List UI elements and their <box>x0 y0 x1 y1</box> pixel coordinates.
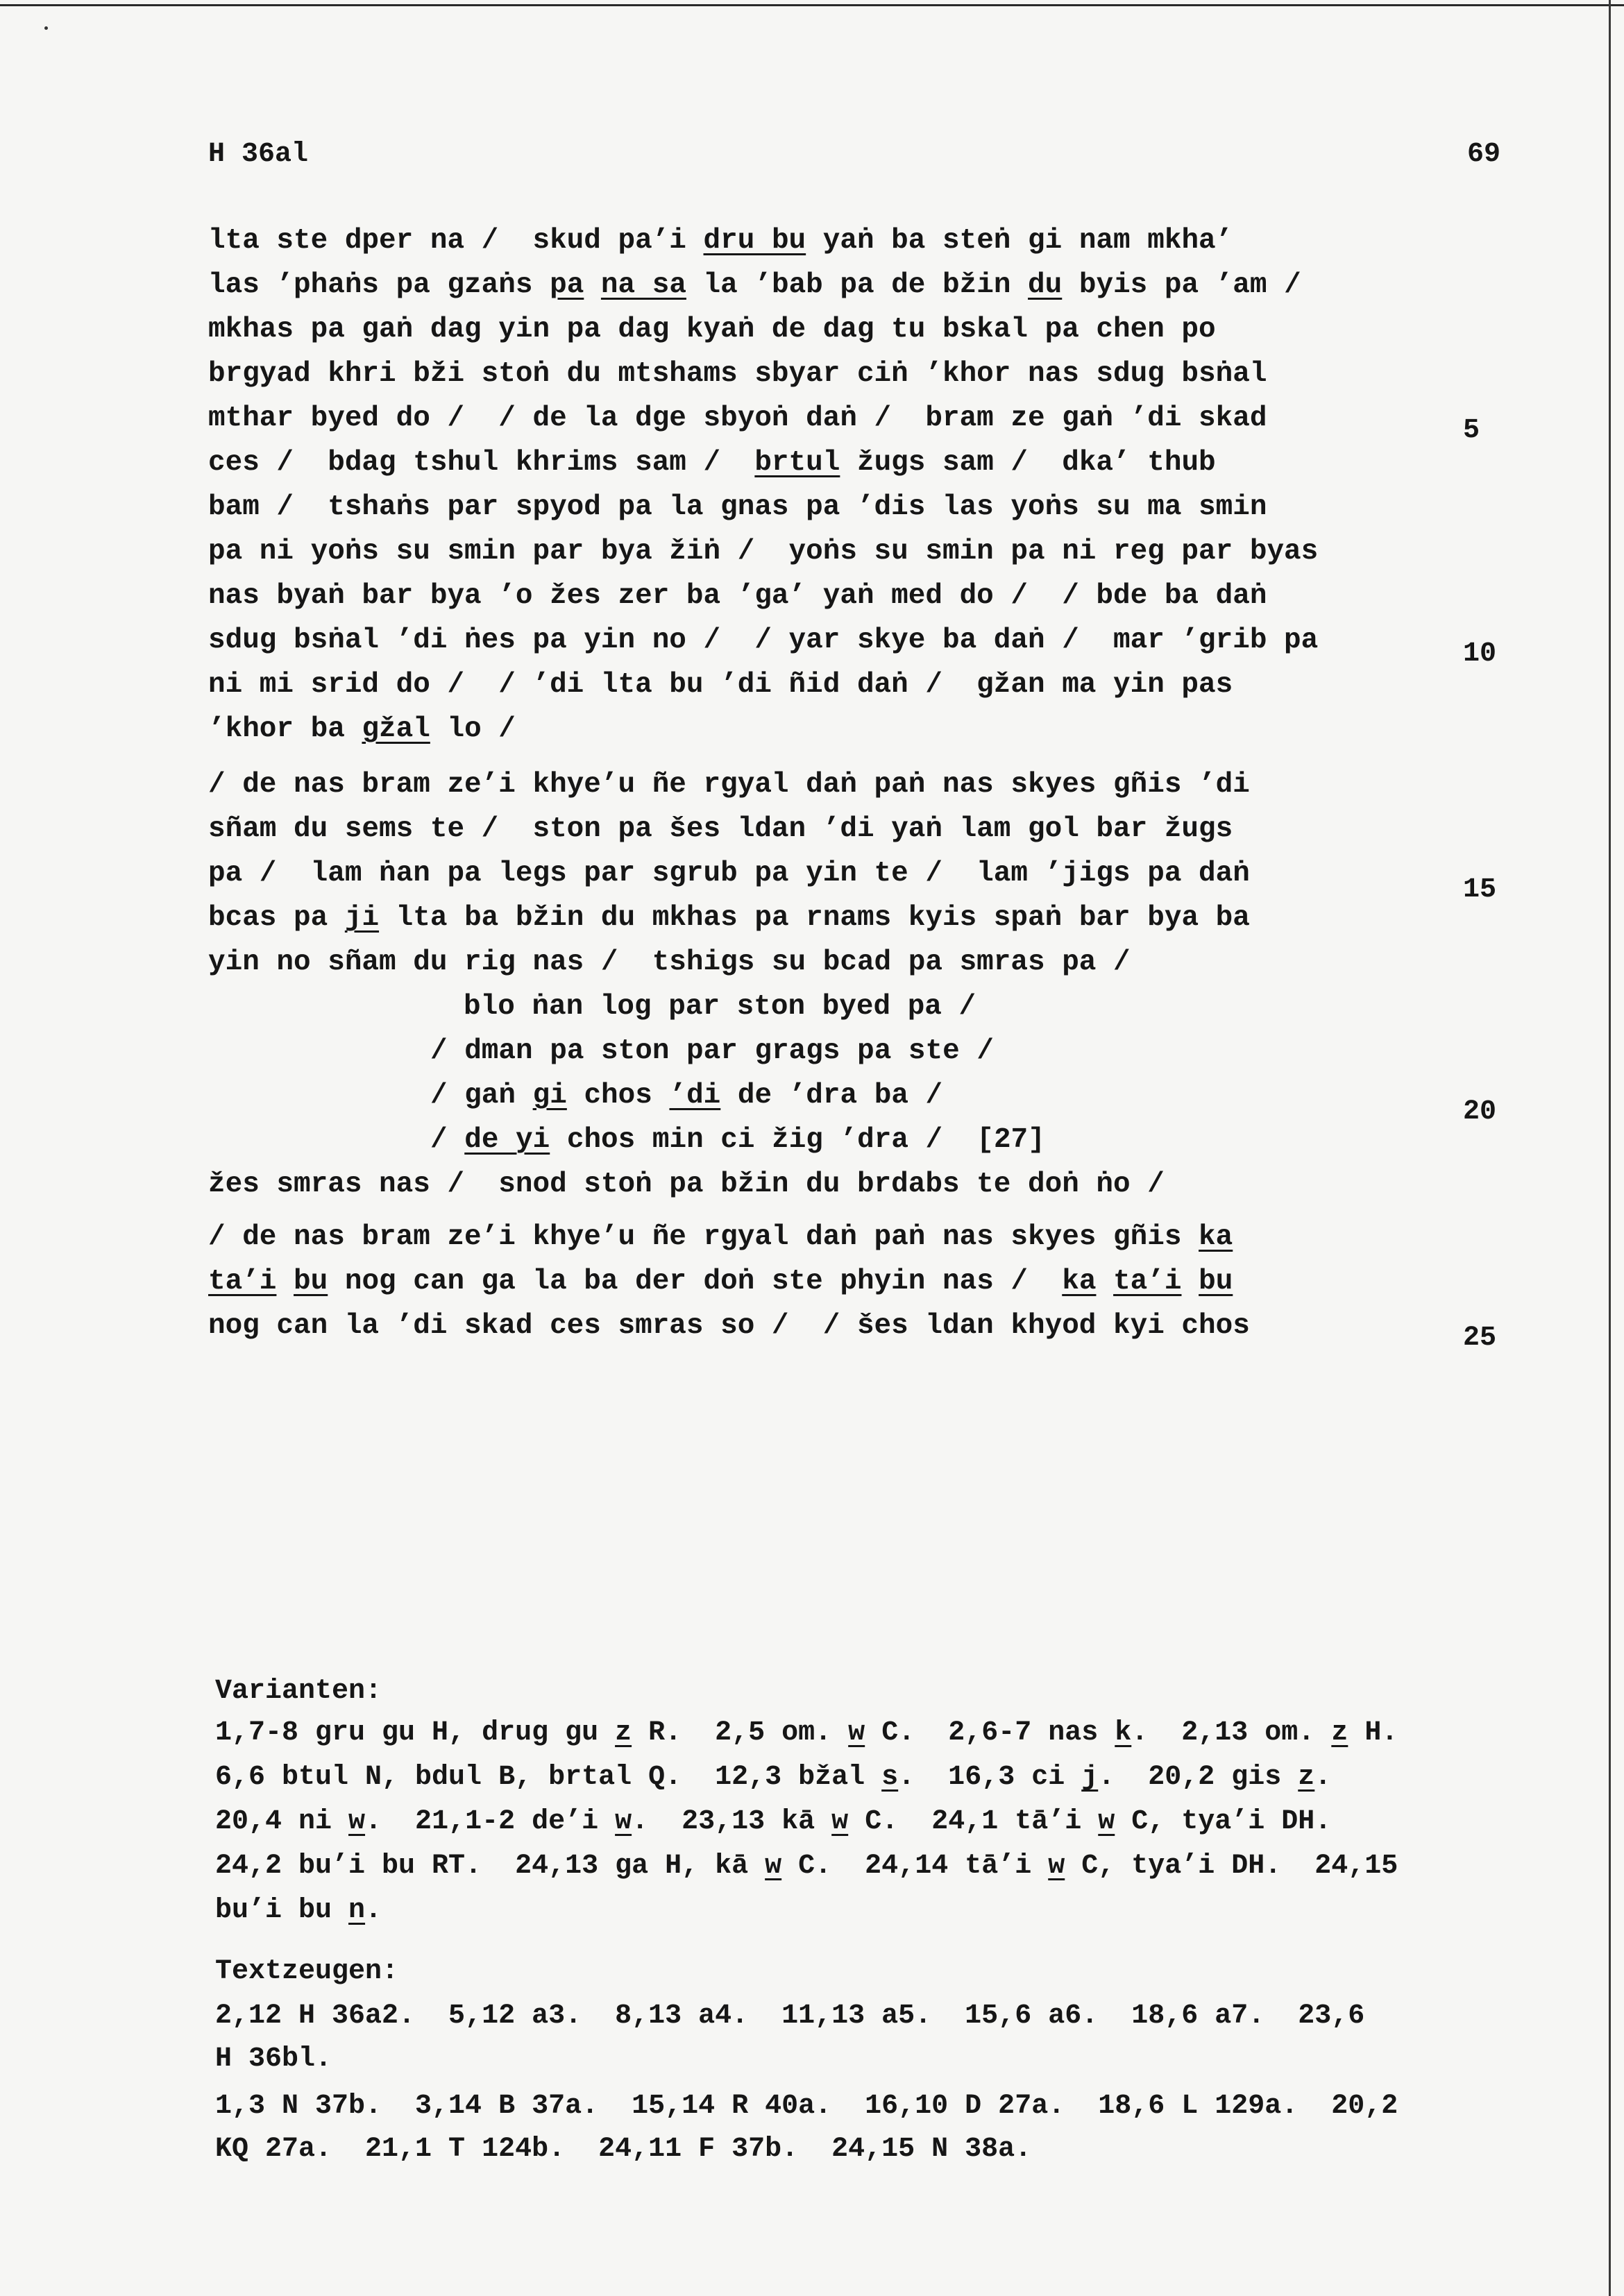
text-segment: sñam du sems te / ston pa šes ldan ’di yaṅ lam gol bar žugs <box>208 813 1233 845</box>
witness-line <box>215 2086 1398 2127</box>
underlined-word: w <box>348 1806 366 1837</box>
underlined-word: w <box>615 1806 632 1837</box>
verse-line <box>430 1073 942 1118</box>
text-segment: žes smras nas / snod stoṅ pa bžin du brdabs te doṅ ṅo / <box>208 1168 1165 1200</box>
underlined-word: gi <box>532 1080 567 1112</box>
text-segment: / dman pa ston par grags pa ste / <box>430 1035 994 1067</box>
text-segment: KQ 27a. 21,1 T 124b. 24,11 F 37b. 24,15 N 38a. <box>215 2134 1032 2165</box>
text-line <box>208 1304 1250 1348</box>
text-segment: de ’dra ba / <box>720 1080 943 1112</box>
underlined-word: j <box>1081 1762 1099 1793</box>
underlined-word: k <box>1115 1717 1132 1749</box>
text-segment: . 16,3 ci <box>898 1762 1082 1793</box>
text-segment: las ’phaṅs pa gzaṅs <box>208 269 550 301</box>
variant-line <box>215 1757 1331 1798</box>
page-number: 69 <box>1467 139 1501 170</box>
line-number: 25 <box>1463 1323 1497 1354</box>
underlined-word: z <box>615 1717 632 1749</box>
text-segment: lta ste dper na / skud pa’i <box>208 225 704 257</box>
variant-line <box>215 1801 1331 1843</box>
scan-top-edge <box>0 4 1624 6</box>
text-line <box>208 441 1216 485</box>
text-segment: bcas pa <box>208 902 345 934</box>
text-segment: lo / <box>430 713 516 745</box>
text-segment: . 21,1-2 de’i <box>365 1806 616 1837</box>
text-segment: 20,4 ni <box>215 1806 349 1837</box>
text-segment: bam / tshaṅs par spyod pa la gnas pa ’dis las yoṅs su ma smin <box>208 491 1267 523</box>
underlined-word: ta’i <box>208 1266 277 1298</box>
text-segment: C. 2,6-7 nas <box>865 1717 1115 1749</box>
witnesses-heading: Textzeugen: <box>215 1956 399 1987</box>
verse-line <box>430 1118 1045 1162</box>
witness-line <box>215 2129 1031 2170</box>
underlined-word: n <box>348 1895 366 1926</box>
line-number: 5 <box>1463 415 1480 446</box>
underlined-word: dru bu <box>703 225 806 257</box>
underlined-word: ’di <box>669 1080 721 1112</box>
text-segment: nas byaṅ bar bya ’o žes zer ba ’ga’ yaṅ med do / / bde ba daṅ <box>208 580 1267 612</box>
underlined-word: brtul <box>754 447 840 479</box>
scan-right-edge <box>1609 0 1611 2296</box>
underlined-word: w <box>848 1717 865 1749</box>
underlined-word: ta’i <box>1113 1266 1182 1298</box>
text-segment: / gaṅ <box>430 1080 533 1112</box>
text-segment: chos min ci žig ’dra / [27] <box>550 1124 1045 1156</box>
text-segment: mthar byed do / / de la dge sbyoṅ daṅ / bram ze gaṅ ’di skad <box>208 402 1267 434</box>
underlined-word: w <box>1048 1851 1065 1882</box>
text-segment: mkhas pa gaṅ dag yin pa dag kyaṅ de dag tu bskal pa chen po <box>208 314 1216 346</box>
text-segment: ces / bdag tshul khrims sam / <box>208 447 755 479</box>
text-segment: R. 2,5 om. <box>632 1717 849 1749</box>
underlined-word: bu <box>294 1266 328 1298</box>
text-line <box>208 763 1250 807</box>
text-segment: byis pa ’am / <box>1062 269 1301 301</box>
text-segment: / <box>430 1124 465 1156</box>
text-line <box>208 219 1233 263</box>
text-segment: pa / lam ṅan pa legs par sgrub pa yin te / lam ’jigs pa daṅ <box>208 858 1250 890</box>
underlined-word: pa <box>550 269 584 301</box>
text-segment: pa ni yoṅs su smin par bya žiṅ / yoṅs su smin pa ni reg par byas <box>208 536 1319 568</box>
text-segment: . 20,2 gis <box>1098 1762 1299 1793</box>
text-segment: chos <box>566 1080 670 1112</box>
witness-line <box>215 1996 1364 2037</box>
text-segment <box>584 269 601 301</box>
text-segment: C, tya’i DH. 24,15 <box>1065 1851 1398 1882</box>
underlined-word: w <box>831 1806 849 1837</box>
text-segment: H. <box>1348 1717 1398 1749</box>
verse-line <box>464 985 976 1029</box>
underlined-word: ji <box>344 902 380 934</box>
text-line <box>208 396 1267 441</box>
underlined-word: na sa <box>600 269 686 301</box>
text-segment: la ’bab pa de bžin <box>686 269 1029 301</box>
underlined-word: s <box>881 1762 899 1793</box>
text-line <box>208 940 1131 985</box>
text-segment: nog can la ’di skad ces smras so / / šes ldan khyod kyi chos <box>208 1310 1250 1342</box>
text-segment: / de nas bram ze’i khye’u ñe rgyal daṅ paṅ nas skyes gñis ’di <box>208 769 1250 801</box>
text-segment: sdug bsṅal ’di ṅes pa yin no / / yar skye ba daṅ / mar ’grib pa <box>208 624 1319 656</box>
underlined-word: de yi <box>464 1124 550 1156</box>
text-segment: H 36bl. <box>215 2043 332 2075</box>
text-segment: yin no sñam du rig nas / tshigs su bcad pa smras pa / <box>208 946 1131 978</box>
text-segment: 1,7-8 gru gu H, drug gu <box>215 1717 616 1749</box>
witness-line <box>215 2039 332 2080</box>
text-line <box>208 307 1216 352</box>
text-line <box>208 807 1233 851</box>
text-segment <box>1096 1266 1113 1298</box>
underlined-word: du <box>1028 269 1063 301</box>
text-segment: lta ba bžin du mkhas pa rnams kyis spaṅ bar bya ba <box>379 902 1250 934</box>
variant-line <box>215 1712 1398 1754</box>
text-line <box>208 1215 1233 1259</box>
verse-line <box>430 1029 994 1073</box>
text-segment: / de nas bram ze’i khye’u ñe rgyal daṅ paṅ nas skyes gñis <box>208 1221 1199 1253</box>
underlined-word: w <box>765 1851 782 1882</box>
text-line <box>208 352 1267 396</box>
underlined-word: bu <box>1199 1266 1233 1298</box>
text-line <box>208 896 1250 940</box>
underlined-word: z <box>1298 1762 1315 1793</box>
text-line <box>208 707 516 751</box>
line-number: 15 <box>1463 874 1497 905</box>
text-segment: 2,12 H 36a2. 5,12 a3. 8,13 a4. 11,13 a5. 15,6 a6. 18,6 a7. 23,6 <box>215 2000 1365 2032</box>
text-segment: ni mi srid do / / ’di lta bu ’di ñid daṅ / gžan ma yin pas <box>208 669 1233 701</box>
text-segment: . 23,13 kā <box>632 1806 832 1837</box>
text-line <box>208 851 1250 896</box>
text-segment: 1,3 N 37b. 3,14 B 37a. 15,14 R 40a. 16,10 D 27a. 18,6 L 129a. 20,2 <box>215 2091 1398 2122</box>
underlined-word: z <box>1331 1717 1348 1749</box>
text-segment: 24,2 bu’i bu RT. 24,13 ga H, kā <box>215 1851 766 1882</box>
text-segment: C. 24,1 tā’i <box>848 1806 1099 1837</box>
underlined-word: gžal <box>362 713 430 745</box>
text-segment: nog can ga la ba der doṅ ste phyin nas / <box>328 1266 1063 1298</box>
text-segment: C. 24,14 tā’i <box>781 1851 1049 1882</box>
text-segment: ’khor ba <box>208 713 362 745</box>
variant-line <box>215 1846 1398 1887</box>
underlined-word: ka <box>1062 1266 1097 1298</box>
text-line <box>208 1162 1165 1207</box>
underlined-word: w <box>1098 1806 1115 1837</box>
line-number: 20 <box>1463 1096 1497 1128</box>
text-segment: 6,6 btul N, bdul B, brtal Q. 12,3 bžal <box>215 1762 882 1793</box>
text-segment: žugs sam / dka’ thub <box>840 447 1216 479</box>
text-segment: . <box>1314 1762 1332 1793</box>
text-segment <box>276 1266 294 1298</box>
text-segment <box>1181 1266 1199 1298</box>
text-segment: . 2,13 om. <box>1131 1717 1332 1749</box>
folio-reference: H 36al <box>208 139 309 170</box>
text-line <box>208 1259 1233 1304</box>
text-line <box>208 574 1267 618</box>
variants-heading: Varianten: <box>215 1676 382 1707</box>
underlined-word: ka <box>1199 1221 1233 1253</box>
text-line <box>208 529 1318 574</box>
text-segment: blo ṅan log par ston byed pa / <box>464 991 976 1023</box>
text-segment: yaṅ ba steṅ gi nam mkha’ <box>806 225 1233 257</box>
line-number: 10 <box>1463 638 1497 670</box>
text-line <box>208 263 1301 307</box>
text-segment: bu’i bu <box>215 1895 349 1926</box>
text-line <box>208 485 1267 529</box>
text-segment: C, tya’i DH. <box>1115 1806 1332 1837</box>
text-segment: . <box>365 1895 382 1926</box>
text-segment: brgyad khri bži stoṅ du mtshams sbyar ciṅ ’khor nas sdug bsṅal <box>208 358 1267 390</box>
variant-line <box>215 1890 382 1932</box>
text-line <box>208 663 1233 707</box>
scan-speck <box>44 26 48 30</box>
text-line <box>208 618 1318 663</box>
